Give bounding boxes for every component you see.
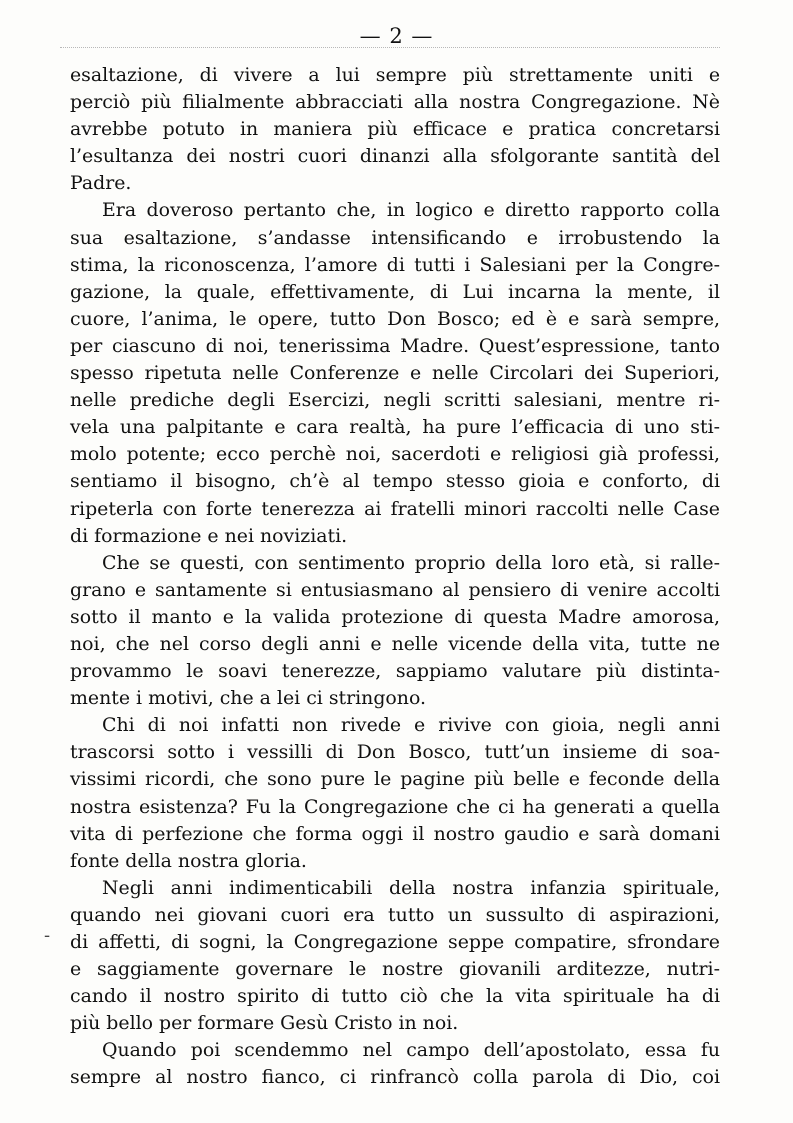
text-line: spesso ripetuta nelle Conferenze e nelle Circolari dei Superiori, [70, 362, 720, 385]
text-line: mente i motivi, che a lei ci stringono. [70, 687, 427, 710]
text-line: di formazione e nei noviziati. [70, 524, 348, 547]
text-line: ripeterla con forte tenerezza ai fratelli minori raccolti nelle Case [70, 497, 720, 520]
text-line: trascorsi sotto i vessilli di Don Bosco, tutt’un insieme di soa- [70, 741, 720, 764]
margin-mark: - [44, 925, 51, 946]
text-line: noi, che nel corso degli anni e nelle vicende della vita, tutte ne [70, 632, 720, 655]
body-text [70, 62, 720, 1092]
text-line: vita di perfezione che forma oggi il nostro gaudio e sarà domani [70, 822, 720, 845]
text-line: cando il nostro spirito di tutto ciò che la vita spirituale ha di [70, 985, 720, 1008]
text-line: avrebbe potuto in maniera più efficace e pratica concretarsi [70, 118, 720, 141]
page-number: — 2 — [359, 24, 434, 48]
text-line: provammo le soavi tenerezze, sappiamo valutare più distinta- [70, 660, 720, 683]
text-line: sotto il manto e la valida protezione di questa Madre amorosa, [70, 605, 720, 628]
text-line: vissimi ricordi, che sono pure le pagine più belle e feconde della [70, 768, 720, 791]
text-line: stima, la riconoscenza, l’amore di tutti i Salesiani per la Congre- [70, 253, 720, 276]
text-line: di affetti, di sogni, la Congregazione seppe compatire, sfrondare [70, 931, 720, 953]
text-line: Che se questi, con sentimento proprio della loro età, si ralle- [102, 551, 720, 574]
text-line: l’esultanza dei nostri cuori dinanzi alla sfolgorante santità del [70, 145, 720, 168]
text-line: Quando poi scendemmo nel campo dell’apostolato, essa fu [102, 1039, 720, 1062]
text-line: cuore, l’anima, le opere, tutto Don Bosco; ed è e sarà sempre, [70, 307, 720, 330]
text-line: sentiamo il bisogno, ch’è al tempo stesso gioia e conforto, di [70, 470, 720, 493]
text-line: sua esaltazione, s’andasse intensificando e irrobustendo la [70, 226, 720, 249]
text-line: esaltazione, di vivere a lui sempre più strettamente uniti e [70, 64, 720, 86]
text-line: più bello per formare Gesù Cristo in noi. [70, 1012, 459, 1035]
text-line: grano e santamente si entusiasmano al pensiero di venire accolti [70, 578, 720, 601]
text-line: sempre al nostro fianco, ci rinfrancò colla parola di Dio, coi [70, 1066, 720, 1089]
text-line: Era doveroso pertanto che, in logico e diretto rapporto colla [102, 199, 720, 222]
header-divider [60, 47, 720, 48]
text-line: quando nei giovani cuori era tutto un sussulto di aspirazioni, [70, 903, 720, 926]
text-line: vela una palpitante e cara realtà, ha pure l’efficacia di uno sti- [70, 416, 720, 439]
text-line: molo potente; ecco perchè noi, sacerdoti e religiosi già professi, [70, 443, 720, 466]
text-line: perciò più filialmente abbracciati alla nostra Congregazione. Nè [70, 91, 720, 114]
text-line: nostra esistenza? Fu la Congregazione che ci ha generati a quella [70, 795, 720, 818]
text-line: fonte della nostra gloria. [70, 849, 307, 872]
text-line: nelle prediche degli Esercizi, negli scritti salesiani, mentre ri- [70, 389, 720, 412]
text-line: e saggiamente governare le nostre giovanili arditezze, nutri- [70, 958, 720, 981]
text-line: Negli anni indimenticabili della nostra infanzia spirituale, [102, 876, 720, 899]
text-line: gazione, la quale, effettivamente, di Lui incarna la mente, il [70, 280, 720, 303]
text-line: per ciascuno di noi, tenerissima Madre. Quest’espressione, tanto [70, 334, 720, 357]
text-line: Padre. [70, 172, 132, 195]
text-line: Chi di noi infatti non rivede e rivive con gioia, negli anni [102, 714, 720, 737]
